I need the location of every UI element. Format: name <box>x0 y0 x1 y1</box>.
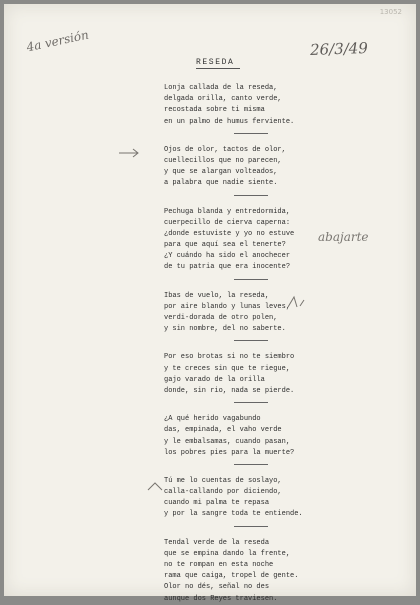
poem-line: Olor no dés, señal no des <box>164 583 270 592</box>
poem-line: ¿A qué herido vagabundo <box>164 415 261 424</box>
handwritten-version-note: 4a versión <box>25 27 90 55</box>
poem-line: verdi-dorada de otro polen, <box>164 314 278 322</box>
poem-line: donde, sin rio, nada se pierde. <box>164 386 295 395</box>
poem-line: Pechuga blanda y entredormida, <box>164 207 291 216</box>
poem-line: Tendal verde de la reseda <box>164 538 270 547</box>
poem-line: y te creces sin que te riegue, <box>164 364 291 373</box>
poem-line: Tú me lo cuentas de soslayo, <box>164 476 282 485</box>
stanza-separator <box>234 464 268 465</box>
poem-title: RESEDA <box>196 58 235 67</box>
poem-line: das, empinada, el vaho verde <box>164 426 282 435</box>
handwritten-margin-note: abajarte <box>318 230 369 244</box>
poem-stanza <box>164 476 344 521</box>
poem-line: gajo varado de la orilla <box>164 375 265 384</box>
poem-line: y por la sangre toda te entiende. <box>164 510 303 519</box>
poem-line: Lonja callada de la reseda, <box>164 84 278 92</box>
poem-line: y le embalsamas, cuando pasan, <box>164 437 291 446</box>
poem-line: ¿donde estuviste y yo no estuve <box>164 229 295 238</box>
handwritten-date: 26/3/49 <box>309 38 369 60</box>
poem-line: calla-callando por diciendo, <box>164 488 282 497</box>
stanza-separator <box>234 279 268 280</box>
poem-line: ¿Y cuándo ha sido el anochecer <box>164 252 291 261</box>
poem-line: y que se alargan volteados, <box>164 168 278 177</box>
poem-stanza <box>164 207 344 274</box>
poem-line: y sin nombre, del no saberte. <box>164 325 286 334</box>
poem-body <box>164 83 344 605</box>
manuscript-page <box>4 4 416 603</box>
poem-stanza <box>164 414 344 459</box>
poem-line: en un palmo de humus ferviente. <box>164 117 295 126</box>
poem-line: delgada orilla, canto verde, <box>164 95 282 104</box>
poem-stanza <box>164 83 344 128</box>
stanza-separator <box>234 526 268 527</box>
poem-stanza <box>164 538 344 605</box>
poem-line: Ibas de vuelo, la reseda, <box>164 291 270 300</box>
archive-number: 13052 <box>379 8 402 16</box>
title-underline <box>196 68 240 69</box>
poem-line: no te rompan en esta noche <box>164 561 274 569</box>
stanza-separator <box>234 340 268 341</box>
poem-line: cuando mi palma te repasa <box>164 499 270 508</box>
poem-line: aunque dos Reyes traviesen. <box>164 594 278 603</box>
poem-line: Ojos de olor, tactos de olor, <box>164 145 286 154</box>
poem-line: de tu patria que era inocente? <box>164 263 291 272</box>
poem-stanza <box>164 352 344 397</box>
poem-line: los pobres pies para la muerte? <box>164 448 295 457</box>
poem-line: para que aquí sea el tenerte? <box>164 241 286 250</box>
poem-stanza <box>164 291 344 336</box>
poem-stanza <box>164 145 344 190</box>
stanza-separator <box>234 402 268 403</box>
poem-line: recostada sobre ti misma <box>164 106 265 115</box>
poem-line: cuellecillos que no parecen, <box>164 156 282 165</box>
annotation-caret-mark <box>146 480 164 492</box>
poem-line: rama que caiga, tropel de gente. <box>164 572 299 581</box>
poem-line: a palabra que nadie siente. <box>164 179 278 188</box>
poem-line: Por eso brotas si no te siembro <box>164 353 295 362</box>
poem-line: cuerpecillo de cierva caperna: <box>164 218 291 227</box>
poem-line: que se empina dando la frente, <box>164 549 291 558</box>
stanza-separator <box>234 195 268 196</box>
stanza-separator <box>234 133 268 134</box>
annotation-arrow-mark <box>118 147 140 159</box>
poem-line: por aire blando y lunas leves, <box>164 302 291 311</box>
